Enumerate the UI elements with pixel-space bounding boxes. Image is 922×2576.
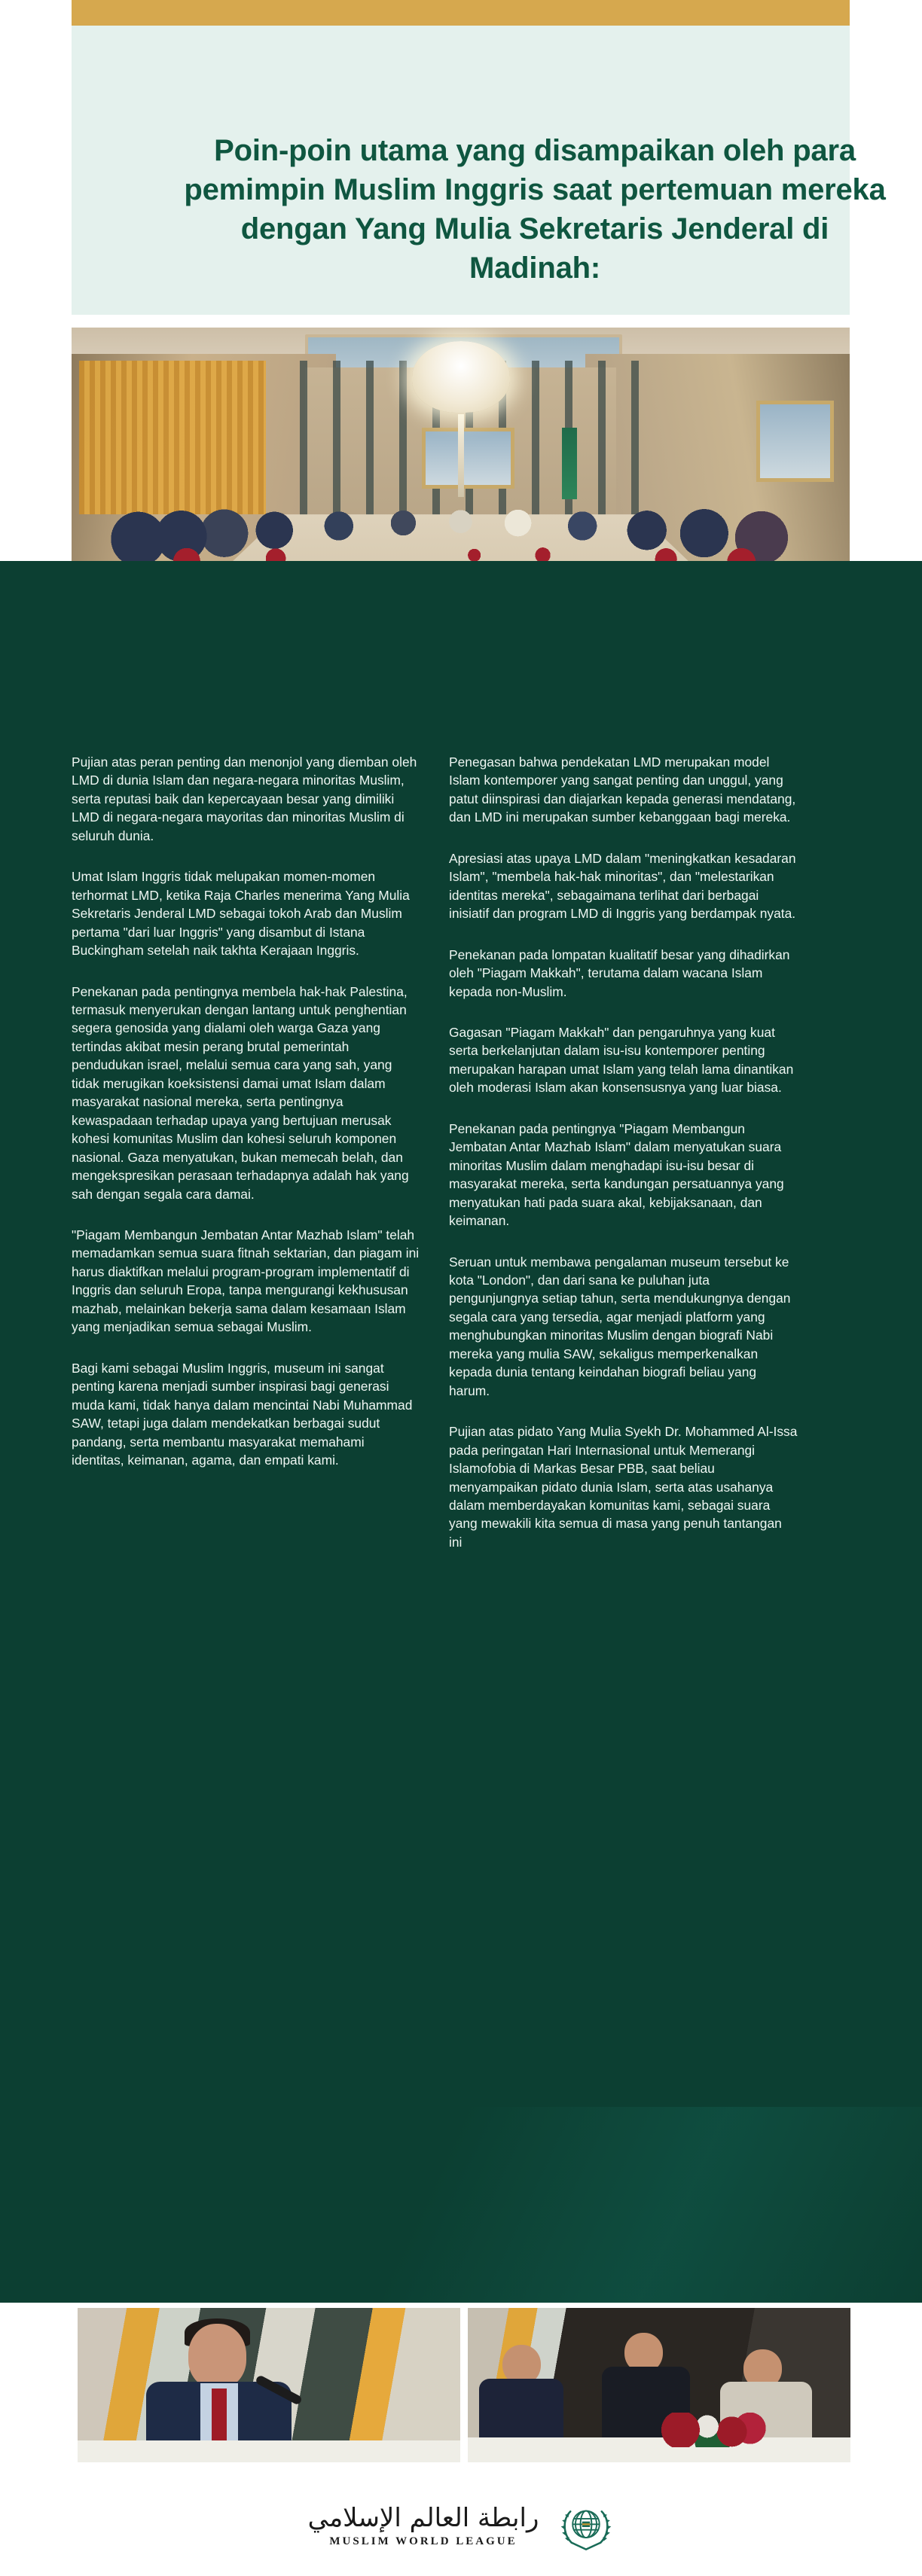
- page-title: Poin-poin utama yang disampaikan oleh para pemimpin Muslim Inggris saat pertemuan mereka dengan Yang Mulia Sekretaris Jenderal di Madinah:: [184, 134, 886, 285]
- paragraph: Bagi kami sebagai Muslim Inggris, museum ini sangat penting karena menjadi sumber inspirasi bagi generasi muda kami, tidak hanya dalam mencintai Nabi Muhammad SAW, tetapi juga dalam mendekatkan berbagai sudut pandang, serta membantu masyarakat memahami identitas, keimanan, agama, dan empati kami.: [72, 1360, 413, 1468]
- chandelier-stem: [458, 414, 464, 497]
- footer-logo-area: [0, 2477, 922, 2576]
- paragraph: Apresiasi atas upaya LMD dalam "meningkatkan kesadaran Islam", "membela hak-hak minoritas", dan "melestarikan identitas mereka", sebagaimana terlihat dari berbagai inisiatif dan program LMD di Inggris yang berdampak nyata.: [449, 850, 796, 922]
- header-panel: [72, 26, 886, 315]
- paragraph: Umat Islam Inggris tidak melupakan momen-momen terhormat LMD, ketika Raja Charles menerima Yang Mulia Sekretaris Jenderal LMD sebagai tokoh Arab dan Muslim pertama "dari luar Inggris" yang disambut di Istana Buckingham setelah naik takhta Kerajaan Inggris.: [72, 869, 410, 959]
- hall-painting-center: [422, 428, 515, 489]
- photo-panel-right: [468, 2308, 850, 2462]
- logo-wordmark: [307, 2502, 539, 2549]
- table-cloth: [78, 2440, 460, 2462]
- speaker-head: [188, 2324, 246, 2389]
- paragraph: Penekanan pada pentingnya "Piagam Membangun Jembatan Antar Mazhab Islam" dalam menyatukan suara minoritas Muslim dalam menghadapi isu-isu besar di masyarakat mereka, serta kandungan persatuannya yang menyatukan hati pada suara akal, kebijaksanaan, dan keimanan.: [449, 1120, 784, 1229]
- mwl-globe-wreath-emblem-icon: [558, 2499, 614, 2555]
- logo-arabic-text: رابطة العالم الإسلامي: [307, 2502, 539, 2533]
- flower-bouquet: [659, 2413, 766, 2446]
- content-columns: [72, 753, 851, 1551]
- paragraph: Penekanan pada lompatan kualitatif besar yang dihadirkan oleh "Piagam Makkah", terutama dalam wacana Islam kepada non-Muslim.: [449, 947, 790, 999]
- chandelier-icon: [412, 341, 510, 413]
- paragraph: Pujian atas peran penting dan menonjol yang diemban oleh LMD di dunia Islam dan negara-negara minoritas Muslim, serta reputasi baik dan kepercayaan besar yang dimiliki LMD di negara-negara mayoritas dan minoritas Muslim di seluruh dunia.: [72, 755, 417, 843]
- logo-latin-text: MUSLIM WORLD LEAGUE: [329, 2535, 517, 2548]
- left-column: [72, 753, 420, 1551]
- paragraph: Gagasan "Piagam Makkah" dan pengaruhnya yang kuat serta berkelanjutan dalam isu-isu kontemporer penting merupakan harapan umat Islam yang telah lama dinantikan oleh moderasi Islam akan konsensusnya yang luar biasa.: [449, 1024, 794, 1096]
- paragraph: Penekanan pada pentingnya membela hak-hak Palestina, termasuk menyerukan dengan lantang untuk penghentian segera genosida yang dialami oleh warga Gaza yang tertindas akibat mesin perang brutal pemerintah pendudukan israel, melalui semua cara yang sah, yang tidak merugikan koeksistensi damai umat Islam dalam masyarakat nasional mereka, serta pentingnya kewaspadaan terhadap upaya yang bertujuan merusak kohesi komunitas Muslim dan kohesi seluruh komponen nasional. Gaza menyatukan, bukan memecah belah, dan mengekspresikan perasaan terhadapnya adalah hak yang sah dengan segala cara damai.: [72, 983, 409, 1202]
- paragraph: Pujian atas pidato Yang Mulia Syekh Dr. Mohammed Al-Issa pada peringatan Hari Internasional untuk Memerangi Islamofobia di Markas Besar PBB, saat beliau menyampaikan pidato dunia Islam, serta atas usahanya dalam memberdayakan komunitas kami, sebagai suara yang mewakili kita semua di masa yang penuh tantangan ini: [449, 1424, 798, 1550]
- hall-painting-right: [756, 401, 834, 481]
- photo-speaker-left: [78, 2308, 460, 2462]
- bottom-photo-row: [78, 2308, 850, 2462]
- paragraph: Penegasan bahwa pendekatan LMD merupakan model Islam kontemporer yang sangat penting dan unggul, yang patut diinspirasi dan diajarkan kepada generasi mendatang, dan LMD ini merupakan sumber kebanggaan bagi mereka.: [449, 755, 796, 825]
- right-column: [449, 753, 798, 1551]
- top-gold-accent-bar: [72, 0, 850, 26]
- speaker-tie: [212, 2389, 227, 2441]
- paragraph: Seruan untuk membawa pengalaman museum tersebut ke kota "London", dan dari sana ke puluhan juta pengunjungnya setiap tahun, serta mendukungnya dengan segala cara yang tersedia, agar menjadi platform yang menghubungkan minoritas Muslim dengan biografi Nabi mereka yang mulia SAW, sekaligus memperkenalkan kepada dunia tentang keindahan biografi beliau yang harum.: [449, 1254, 791, 1398]
- attendee-suit-1: [479, 2379, 563, 2443]
- paragraph: "Piagam Membangun Jembatan Antar Mazhab Islam" telah memadamkan semua suara fitnah sektarian, dan piagam ini harus diaktifkan melalui program-program implementatif di Inggris dan seluruh Eropa, tanpa mengurangi kekhususan mazhab, melainkan bekerja sama dalam kesamaan Islam yang menjadikan semua sebagai Muslim.: [72, 1227, 420, 1335]
